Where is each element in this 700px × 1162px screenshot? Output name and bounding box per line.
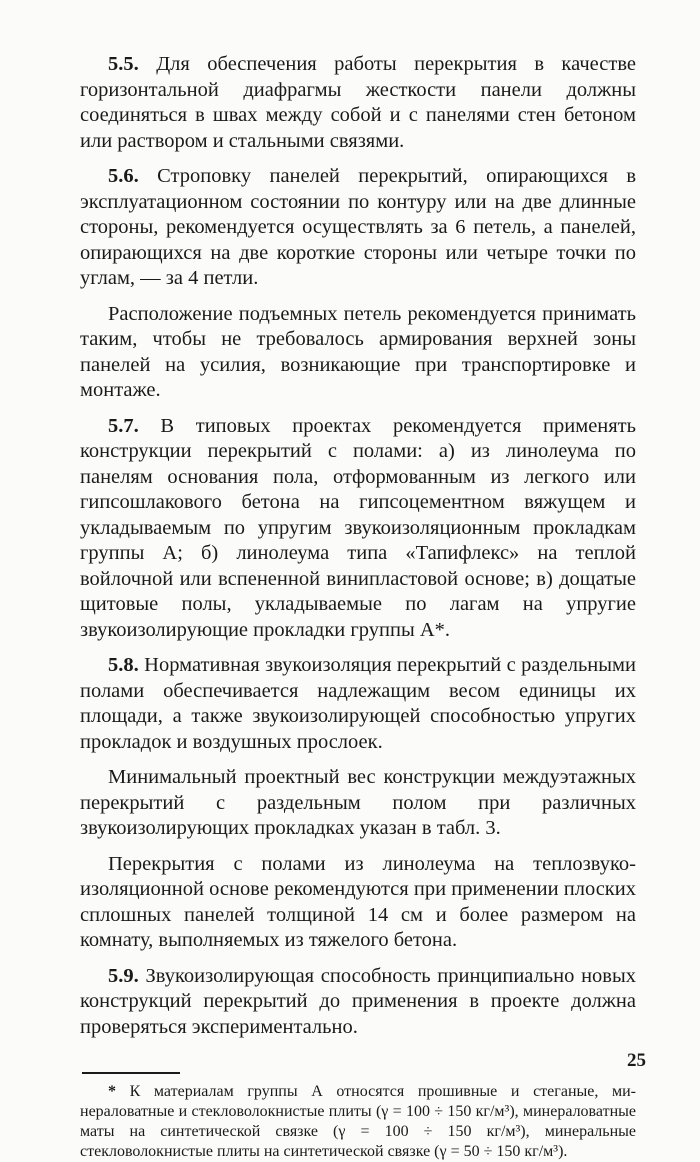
paragraph-5-7 [80,414,636,644]
paragraph-text: Расположение подъемных петель рекомендуется принимать таким, чтобы не требовалось армирования верхней зоны панелей на усилия, возникающие при транспортировке и монтаже. [80,302,636,401]
paragraph-text: В типовых проектах рекомендуется применять конструкции перекрытий с полами: а) из линолеума по панелям основания пола, отформованным из легкого или гипсошлакового бетона на гипсоцементном вяжущем и укладываемым по упругим звукоизоляционным прокладкам группы А; б) линолеума типа «Тапифлекс» на теплой войлочной или вспененной винипластовой основе; в) дощатые щитовые полы, укладываемые по лагам на упругие звукоизолирующие прокладки группы А*. [80,414,636,641]
paragraph-text: Минимальный проектный вес конструкции междуэтажных перекрытий с раздельным полом при различных звукоизолирующих прокладках указан в табл. 3. [80,766,636,839]
clause-number: 5.5. [108,53,139,75]
footnote-mark: * [108,1083,116,1100]
paragraph-5-6 [80,164,636,292]
clause-number: 5.7. [108,414,139,437]
paragraph-text: Нормативная звукоизоляция перекрытий с раздельными полами обеспечивается надлежащим весом единицы их площади, а также звукоизолирующей способностью упругих прокладок и воздушных прослоек. [80,654,636,753]
paragraph-text: Перекрытия с полами из линолеума на теплозвукоизоляционной основе рекомендуются при применении плоских сплошных панелей толщиной 14 см и более размером на комнату, выполняемых из тяжелого бетона. [80,852,636,951]
paragraph-5-5 [80,52,636,154]
footnote-text: К материалам группы А относятся прошивные и стеганые, минераловатные и стекловолокнистые плиты (γ = 100 ÷ 150 кг/м³), минераловатные маты на синтетической связке (γ = 100 ÷ 150 кг/м³), минеральные стекловолокнистые плиты на синтетической связке (γ = 50 ÷ 150 кг/м³). [80,1083,636,1160]
paragraph-5-9 [80,964,636,1041]
clause-number: 5.9. [108,964,139,987]
paragraph-text: Строповку панелей перекрытий, опирающихся в эксплуатационном состоянии по контуру или на две длинные стороны, рекомендуется осуществлять за 6 петель, а панелей, опирающихся на две короткие стороны или четыре точки по углам, — за 4 петли. [80,165,636,289]
paragraph-5-8 [80,653,636,755]
paragraph-text: Для обеспечения работы перекрытия в качестве горизонтальной диафрагмы жесткости панели должны соединяться в швах между собой и с панелями стен бетоном или раствором и стальными связями. [80,53,636,152]
paragraph-text: Звукоизолирующая способность принципиально новых конструкций перекрытий до применения в проекте должна проверяться экспериментально. [80,964,636,1038]
footnote-divider [82,1072,180,1074]
paragraph-min-weight [80,765,636,842]
clause-number: 5.8. [108,654,139,676]
page-body [80,52,636,1162]
clause-number: 5.6. [108,165,139,187]
paragraph-linoleum-floors [80,852,636,954]
paragraph-lifting-loops [80,302,636,404]
footnote [80,1082,636,1162]
page-number: 25 [627,1050,646,1071]
